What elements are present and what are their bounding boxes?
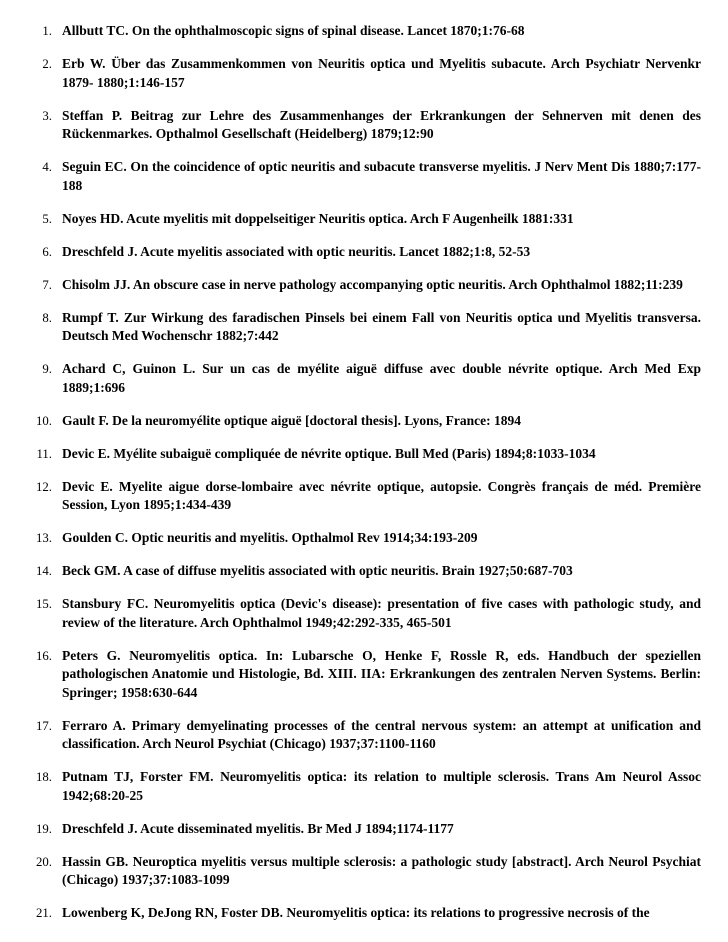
reference-item: [0, 478, 728, 515]
reference-text: Lowenberg K, DeJong RN, Foster DB. Neuromyelitis optica: its relations to progressive necrosis of the: [62, 905, 650, 920]
reference-number: 3.: [42, 108, 52, 123]
reference-number: 6.: [42, 244, 52, 259]
reference-text: Chisolm JJ. An obscure case in nerve pathology accompanying optic neuritis. Arch Ophthalmol 1882;11:239: [62, 276, 683, 292]
reference-number: 13.: [36, 531, 52, 545]
reference-text: Dreschfeld J. Acute myelitis associated with optic neuritis. Lancet 1882;1:8, 52-53: [62, 243, 531, 259]
reference-text: Putnam TJ, Forster FM. Neuromyelitis optica: its relation to multiple sclerosis. Trans Am Neurol Assoc 1942;68:20-25: [62, 769, 701, 803]
reference-number: 4.: [42, 160, 52, 174]
reference-item: [0, 647, 728, 703]
reference-text: Seguin EC. On the coincidence of optic neuritis and subacute transverse myelitis. J Nerv Ment Dis 1880;7:177-188: [62, 159, 701, 193]
reference-item: [0, 529, 728, 548]
reference-number: 17.: [36, 718, 52, 733]
reference-text: Erb W. Über das Zusammenkommen von Neuritis optica und Myelitis subacute. Arch Psychiatr Nervenkr 1879- 1880;1:146-157: [62, 56, 701, 90]
reference-item: [0, 107, 728, 144]
reference-number: 18.: [36, 770, 52, 784]
reference-text: Rumpf T. Zur Wirkung des faradischen Pinsels bei einem Fall von Neuritis optica und Myelitis transversa. Deutsch Med Wochenschr 1882;7:442: [62, 309, 701, 343]
reference-item: [0, 210, 728, 229]
reference-number: 12.: [36, 479, 52, 494]
reference-list: [0, 22, 728, 937]
reference-text: Peters G. Neuromyelitis optica. In: Lubarsche O, Henke F, Rossle R, eds. Handbuch der speziellen pathologischen Anatomie und Histologie, Bd. XIII. IIA: Erkrankungen des zentralen Nerven Systems. Berlin: Springer; 1958:630-644: [62, 647, 701, 700]
reference-item: [0, 55, 728, 92]
reference-number: 5.: [42, 211, 52, 226]
reference-text: Gault F. De la neuromyélite optique aiguë [doctoral thesis]. Lyons, France: 1894: [62, 412, 521, 428]
reference-number: 15.: [36, 597, 52, 611]
reference-number: 11.: [36, 446, 52, 461]
reference-text: Stansbury FC. Neuromyelitis optica (Devic's disease): presentation of five cases with pathologic study, and review of the literature. Arch Ophthalmol 1949;42:292-335, 465-501: [62, 596, 701, 630]
reference-text: Hassin GB. Neuroptica myelitis versus multiple sclerosis: a pathologic study [abstract]. Arch Neurol Psychiat (Chicago) 1937;37:1083-1099: [62, 853, 701, 887]
reference-text: Allbutt TC. On the ophthalmoscopic signs of spinal disease. Lancet 1870;1:76-68: [62, 23, 525, 38]
reference-number: 1.: [42, 24, 52, 38]
reference-text: Noyes HD. Acute myelitis mit doppelseitiger Neuritis optica. Arch F Augenheilk 1881:331: [62, 210, 574, 226]
reference-number: 19.: [36, 821, 52, 836]
reference-number: 8.: [42, 310, 52, 325]
reference-text: Dreschfeld J. Acute disseminated myelitis. Br Med J 1894;1174-1177: [62, 820, 454, 836]
reference-item: [0, 717, 728, 754]
reference-number: 16.: [36, 648, 52, 663]
reference-number: 14.: [36, 564, 52, 578]
reference-item: [0, 158, 728, 195]
reference-number: 7.: [42, 277, 52, 292]
reference-item: [0, 309, 728, 346]
reference-number: 2.: [42, 57, 52, 71]
reference-number: 9.: [42, 362, 52, 376]
reference-number: 20.: [36, 854, 52, 869]
reference-item: [0, 595, 728, 632]
reference-text: Achard C, Guinon L. Sur un cas de myélite aiguë diffuse avec double névrite optique. Arch Med Exp 1889;1:696: [62, 361, 701, 395]
reference-item: [0, 276, 728, 295]
reference-item: [0, 820, 728, 839]
reference-text: Devic E. Myelite aigue dorse-lombaire avec névrite optique, autopsie. Congrès français de méd. Première Session, Lyon 1895;1:434-439: [62, 478, 701, 512]
reference-item: [0, 22, 728, 41]
reference-text: Steffan P. Beitrag zur Lehre des Zusammenhanges der Erkrankungen der Sehnerven mit denen des Rückenmarkes. Opthalmol Gesellschaft (Heidelberg) 1879;12:90: [62, 107, 701, 141]
reference-text: Beck GM. A case of diffuse myelitis associated with optic neuritis. Brain 1927;50:687-703: [62, 563, 573, 578]
reference-item: [0, 768, 728, 805]
reference-item: [0, 243, 728, 262]
reference-number: 21.: [36, 906, 52, 920]
reference-item: [0, 412, 728, 431]
reference-item: [0, 904, 728, 923]
reference-item: [0, 853, 728, 890]
reference-item: [0, 445, 728, 464]
reference-text: Ferraro A. Primary demyelinating processes of the central nervous system: an attempt at unification and classification. Arch Neurol Psychiat (Chicago) 1937;37:1100-1160: [62, 717, 701, 751]
reference-text: Devic E. Myélite subaiguë compliquée de névrite optique. Bull Med (Paris) 1894;8:1033-1034: [62, 445, 596, 461]
reference-item: [0, 562, 728, 581]
reference-number: 10.: [36, 413, 52, 428]
reference-item: [0, 360, 728, 397]
reference-text: Goulden C. Optic neuritis and myelitis. Opthalmol Rev 1914;34:193-209: [62, 530, 478, 545]
